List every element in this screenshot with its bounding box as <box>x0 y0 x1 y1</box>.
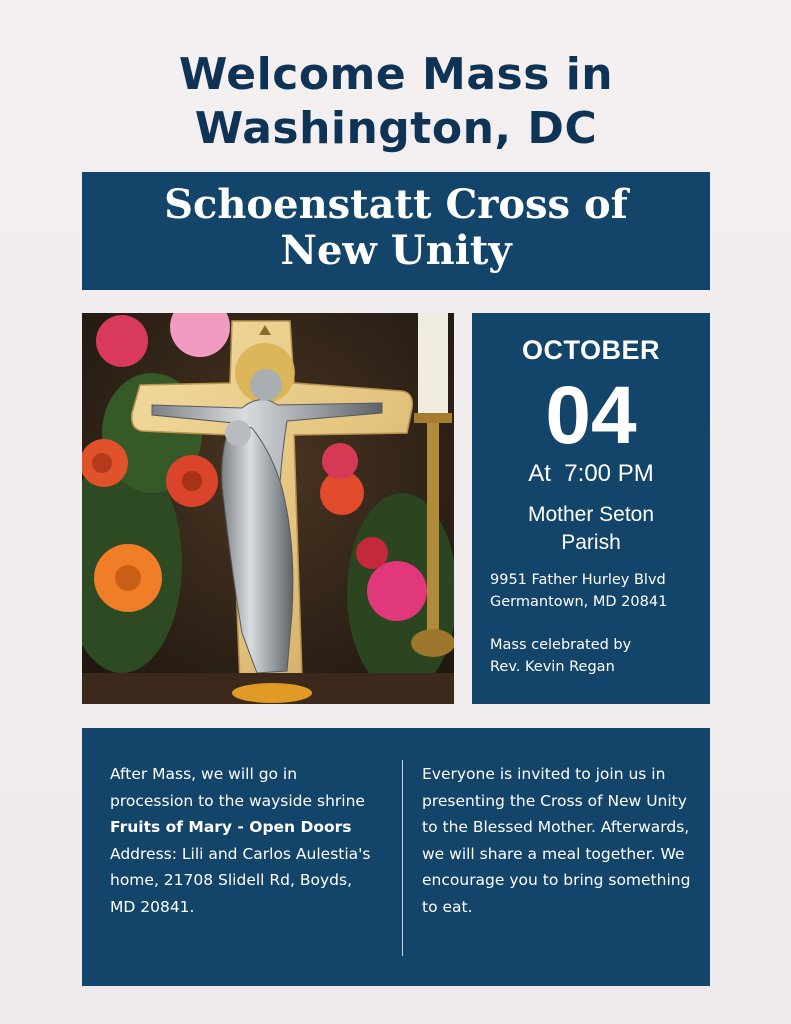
invitation-text: Everyone is invited to join us in presenting the Cross of New Unity to the Blessed Mother. Afterwards, we will share a meal together. We encourage you to bring something to eat. <box>422 765 691 916</box>
subtitle-banner <box>82 172 710 290</box>
details-panel <box>82 728 710 986</box>
parish-name <box>472 501 710 557</box>
parish-address <box>490 569 700 613</box>
banner-line-2: New Unity <box>280 227 512 274</box>
address-line-2: Germantown, MD 20841 <box>490 594 668 610</box>
parish-line-2: Parish <box>561 531 621 554</box>
shrine-name: Fruits of Mary - Open Doors <box>110 818 352 836</box>
procession-details <box>110 761 380 920</box>
shrine-address: Address: Lili and Carlos Aulestia's home, 21708 Slidell Rd, Boyds, MD 20841. <box>110 844 371 916</box>
title-line-2: Washington, DC <box>194 103 598 154</box>
banner-line-1: Schoenstatt Cross of <box>164 181 628 228</box>
celebrant-info <box>490 634 700 678</box>
celebrant-line-1: Mass celebrated by <box>490 637 632 653</box>
event-time: At 7:00 PM <box>528 460 654 487</box>
event-info-panel <box>472 313 710 704</box>
cross-photo <box>82 313 454 704</box>
procession-intro: After Mass, we will go in procession to the wayside shrine <box>110 765 365 810</box>
parish-line-1: Mother Seton <box>527 503 655 526</box>
celebrant-line-2: Rev. Kevin Regan <box>490 659 615 675</box>
event-month: OCTOBER <box>521 335 660 365</box>
page-title <box>80 48 712 156</box>
title-line-1: Welcome Mass in <box>178 49 614 100</box>
event-day: 04 <box>545 370 637 461</box>
column-divider <box>402 760 403 956</box>
cross-of-unity-icon <box>82 313 454 704</box>
address-line-1: 9951 Father Hurley Blvd <box>490 572 666 588</box>
